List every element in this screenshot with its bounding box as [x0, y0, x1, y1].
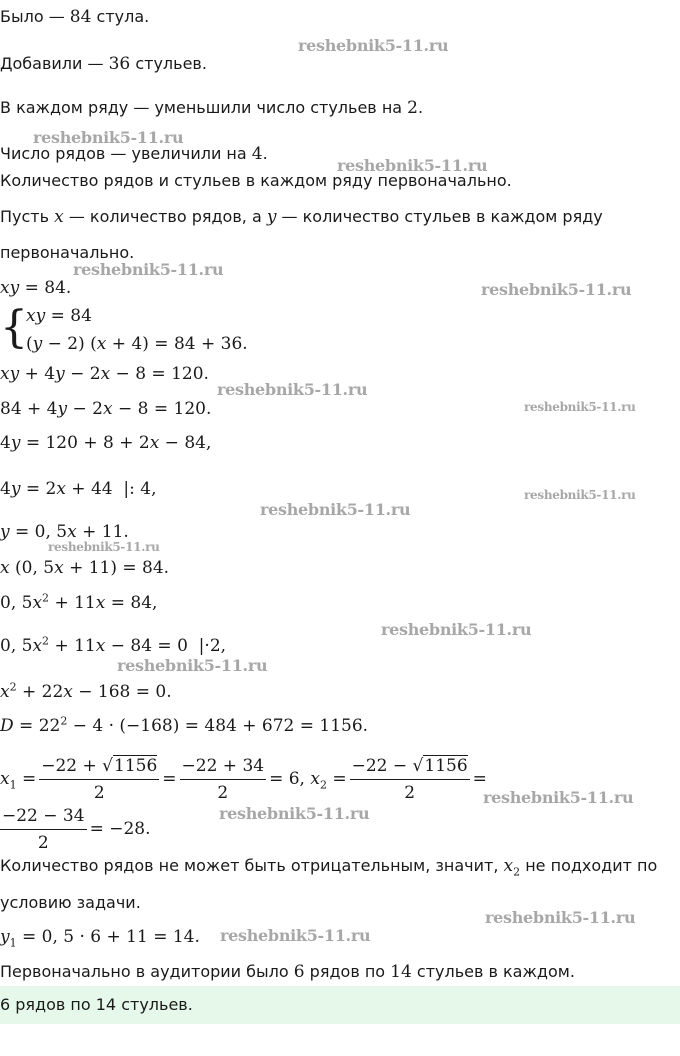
given-added: Добавили — 36 стульев.: [0, 54, 207, 74]
watermark: reshebnik5-11.ru: [524, 400, 636, 414]
conclusion-final: Первоначально в аудитории было 6 рядов по 14 стульев в каждом.: [0, 962, 575, 982]
conclusion-negative: Количество рядов не может быть отрицательным, значит, $x_2$ не подходит по: [0, 856, 658, 879]
watermark: reshebnik5-11.ru: [220, 926, 371, 945]
given-decrease: В каждом ряду — уменьшили число стульев на 2.: [0, 98, 424, 118]
eq-sub-x: x (0, 5x + 11) = 84.: [0, 558, 170, 578]
eq-4y: 4y = 120 + 8 + 2x − 84,: [0, 433, 212, 453]
watermark: reshebnik5-11.ru: [117, 656, 268, 675]
watermark: reshebnik5-11.ru: [481, 280, 632, 299]
watermark: reshebnik5-11.ru: [524, 488, 636, 502]
watermark: reshebnik5-11.ru: [298, 36, 449, 55]
let-statement-cont: первоначально.: [0, 243, 135, 262]
given-chairs: Было — 84 стула.: [0, 7, 150, 27]
eq-y1: $y_1 = 0$, 5 · 6 + 11 = 14.: [0, 927, 200, 950]
eq-discriminant: $D = 22^2 - 4 \cdot (-168) = 484 + 672 = 1156$.: [0, 714, 369, 736]
watermark: reshebnik5-11.ru: [33, 128, 184, 147]
watermark: reshebnik5-11.ru: [219, 804, 370, 823]
eq-substituted: 84 + 4y − 2x − 8 = 120.: [0, 399, 212, 419]
let-statement: Пусть x — количество рядов, а y — количество стульев в каждом ряду: [0, 207, 603, 227]
eq-divide: 4y = 2x + 44 |: 4,: [0, 479, 157, 499]
eq-quad-3: $x^2 + 22x - 168 = 0$.: [0, 680, 172, 702]
eq-quad-1: 0, $5x^2 + 11x = 84$,: [0, 591, 158, 613]
answer-box: [0, 986, 680, 1024]
system-brace: {: [0, 302, 28, 353]
eq-xy: xy = 84.: [0, 278, 72, 298]
given-increase: Число рядов — увеличили на 4.: [0, 144, 268, 164]
watermark: reshebnik5-11.ru: [260, 500, 411, 519]
eq-expanded: xy + 4y − 2x − 8 = 120.: [0, 364, 209, 384]
watermark: reshebnik5-11.ru: [48, 540, 160, 554]
answer-text: 6 рядов по 14 стульев.: [0, 995, 193, 1014]
question: Количество рядов и стульев в каждом ряду первоначально.: [0, 171, 512, 190]
watermark: reshebnik5-11.ru: [337, 156, 488, 175]
eq-y: y = 0, 5x + 11.: [0, 522, 129, 542]
watermark: reshebnik5-11.ru: [485, 908, 636, 927]
eq-roots: $x_1$ = $\frac{-22 + √1156}{2}$ = $\frac{-22 + 34}{2}$ = 6, $x_2$ = $\frac{-22 - √1156}{2}$ =: [0, 752, 487, 806]
system-eq-1: xy = 84: [26, 306, 92, 326]
conclusion-negative-cont: условию задачи.: [0, 893, 141, 912]
eq-quad-2: 0, $5x^2 + 11x - 84 = 0$ |·2,: [0, 634, 227, 656]
watermark: reshebnik5-11.ru: [217, 380, 368, 399]
eq-root-2: $\frac{-22 - 34}{2}$ = −28.: [0, 802, 151, 856]
watermark: reshebnik5-11.ru: [381, 620, 532, 639]
system-eq-2: (y − 2) (x + 4) = 84 + 36.: [26, 334, 248, 354]
watermark: reshebnik5-11.ru: [73, 260, 224, 279]
watermark: reshebnik5-11.ru: [483, 788, 634, 807]
